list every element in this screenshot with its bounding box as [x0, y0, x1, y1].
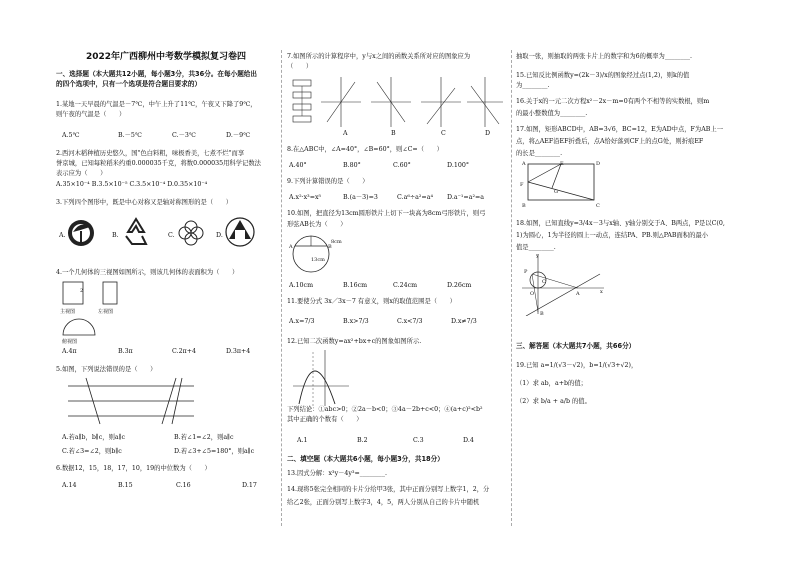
figure-label: 8cm: [331, 239, 342, 245]
question-text: 1)为圆心，1为半径的圆上一动点，连结PA、PB.则△PAB面积的最小: [516, 232, 709, 239]
figure-label: x: [600, 289, 603, 295]
figure-label: A: [576, 291, 580, 297]
option: A.若a∥b，b∥c，则a∥c: [62, 434, 126, 441]
option: B.若∠1=∠2，则a∥c: [174, 434, 234, 441]
option: B.－5℃: [118, 132, 142, 139]
option: C.－3℃: [172, 132, 196, 139]
option: A.14: [62, 482, 77, 489]
question-text: 10.如图，把直径为13cm圆形铁片上切下一块高为8cm弓形铁片，则弓: [287, 210, 486, 217]
figure-label: 主视图: [60, 309, 76, 315]
option: C.若∠3=∠2，则b∥c: [62, 448, 122, 455]
option: D.a⁻¹=a²=a: [447, 194, 485, 201]
question-text: 5.如图，下列说法错误的是（ ）: [56, 366, 157, 373]
three-view-figure: [60, 279, 180, 337]
option: A.5℃: [62, 132, 80, 139]
parabola-figure: [291, 348, 351, 408]
question-text: 13.因式分解：x³y－4y³=________.: [287, 470, 387, 477]
question-text: 18.如图，已知直线y=3/4x－3与x轴、y轴分别交于A、B两点，P是以C(0,: [516, 220, 725, 227]
question-text: 12.已知二次函数y=ax²+bx+c的图象如图所示.: [287, 338, 422, 345]
option: A.4π: [62, 348, 77, 355]
option: B.: [112, 232, 119, 239]
option: A: [343, 130, 348, 137]
option: C.60°: [393, 162, 411, 169]
question-text: 19.已知 a=1/(√3－√2)，b=1/(√3+√2)，: [516, 362, 638, 369]
option: A.x²·x³=x⁵: [289, 194, 322, 201]
question-text: 点，将△AEF沿EF折叠后，点A恰好落到CF上的点G处，则折痕EF: [516, 138, 704, 145]
question-text: 下列结论：①abc>0；②2a－b<0；③4a－2b+c<0；④(a+c)²<b²: [287, 406, 483, 413]
option: C.x<7/3: [397, 318, 423, 325]
column-middle: [287, 50, 505, 526]
question-text: 8.在△ABC中，∠A=40°，∠B=60°，则∠C=（ ）: [287, 146, 443, 153]
option: A.40°: [289, 162, 307, 169]
figure-label: A: [522, 161, 526, 167]
option: D: [485, 130, 491, 137]
option: B.80°: [343, 162, 361, 169]
option: A.10cm: [289, 282, 314, 289]
section-heading: 三、解答题（本大题共7小题，共66分）: [516, 342, 636, 350]
option: D.4: [463, 437, 474, 444]
recycle-icon: [120, 216, 152, 248]
option: C.a⁶÷a²=a⁴: [397, 194, 433, 201]
coordinate-circle-figure: [520, 252, 606, 316]
question-text: 9.下列计算错误的是（ ）: [287, 178, 369, 185]
option: A.1: [297, 437, 308, 444]
question-text: 的长是________.: [516, 150, 563, 157]
column-divider: [511, 50, 512, 526]
option: C.2π+4: [172, 348, 197, 355]
figure-label: B: [328, 244, 332, 250]
question-text: 形弦AB长为（ ）: [287, 221, 347, 228]
parallel-lines-figure: [66, 376, 196, 426]
figure-label: B: [540, 311, 544, 317]
figure-label: y: [536, 253, 539, 259]
option: D.17: [242, 482, 257, 489]
option: B.x>7/3: [343, 318, 369, 325]
question-text: 17.如图，矩形ABCD中，AB=3√6，BC=12，E为AD中点，F为AB上一: [516, 126, 723, 133]
question-text: 7.如图所示的计算程序中，y与x之间的函数关系所对应的图象应为: [287, 53, 471, 60]
flowchart-and-graphs-figure: [291, 72, 505, 132]
circle-segment-figure: [291, 230, 341, 276]
figure-label: A: [289, 244, 293, 250]
option: B.16cm: [343, 282, 368, 289]
page-title: 2022年广西柳州中考数学模拟复习卷四: [86, 52, 247, 62]
section-heading: 二、填空题（本大题共6小题，每小题3分，共18分）: [287, 455, 444, 463]
question-text: （ ）: [287, 63, 313, 70]
option: D.3π+4: [226, 348, 251, 355]
column-right: [516, 50, 742, 526]
option: D.100°: [447, 162, 469, 169]
option: C.: [168, 232, 175, 239]
option: D.－9℃: [226, 132, 251, 139]
option: A.: [59, 232, 66, 239]
question-text: 值是________.: [516, 244, 556, 251]
figure-label: C: [542, 279, 546, 285]
option: C.16: [176, 482, 191, 489]
question-text: 抽取一张，则抽取的两张卡片上的数字和为6的概率为________.: [516, 53, 693, 60]
question-text: 给乙2张，正面分别写上数字3，4，5，两人分别从自己的卡片中随机: [287, 499, 480, 506]
figure-label: 左视图: [98, 309, 114, 315]
figure-label: C: [596, 203, 600, 209]
question-text: 15.已知反比例函数y=(2k－3)/x的图象经过点(1,2)，则k的值: [516, 72, 690, 79]
question-text: 14.现将5张完全相同的卡片分给甲3张，其中正面分别写上数字1，2，分: [287, 486, 490, 493]
question-text: 4.一个几何体的三视图如图所示，则该几何体的表面积为（ ）: [56, 269, 239, 276]
figure-label: 2: [80, 288, 84, 294]
question-text: 2.西河木稻种植历史悠久，国"色白料粗，味极香美，七煮不烂"而享: [56, 150, 245, 157]
question-text: 表示应为（ ）: [56, 170, 107, 177]
question-text: （2）求 b/a + a/b 的值。: [516, 398, 591, 405]
option: D.: [216, 232, 223, 239]
option: B.3π: [118, 348, 133, 355]
column-divider: [281, 50, 282, 526]
figure-label: P: [524, 269, 528, 275]
option: C: [441, 130, 446, 137]
question-text: 6.数据12，15，18，17，10，19的中位数为（ ）: [56, 465, 211, 472]
option-row: A.35×10⁻⁴ B.3.5×10⁻⁵ C.3.5×10⁻⁴ D.0.35×10⁻⁴: [56, 181, 208, 188]
option: B.15: [118, 482, 133, 489]
question-text: 1.某地一天早晨的气温是－7℃，中午上升了11℃，午夜又下降了9℃，: [56, 101, 257, 108]
figure-label: 13cm: [311, 257, 325, 263]
figure-label: D: [596, 161, 601, 167]
question-text: 为________.: [516, 82, 550, 89]
figure-label: F: [520, 182, 524, 188]
option: B.2: [357, 437, 368, 444]
figure-label: O: [530, 291, 535, 297]
figure-label: G: [554, 189, 558, 195]
question-text: 11.要使分式 3x／3x－7 有意义，则x的取值范围是（ ）: [287, 298, 456, 305]
figure-label: 俯视图: [62, 339, 78, 345]
question-text: 的最小整数值为________.: [516, 110, 588, 117]
question-text: （1）求 ab，a+b的值；: [516, 380, 587, 387]
section-heading: 一、选择题（本大题共12小题，每小题3分，共36分。在每小题给出: [56, 70, 257, 78]
option: C.3: [413, 437, 424, 444]
figure-label: B: [522, 203, 526, 209]
option: B.(a－3)=3: [343, 194, 378, 201]
option: A.x=7/3: [289, 318, 315, 325]
option: D.x≠7/3: [451, 318, 477, 325]
figure-label: E: [560, 161, 564, 167]
question-text: 16.关于x的一元二次方程x²－2x－m=0有两个不相等的实数根，则m: [516, 98, 710, 105]
option: D.若∠3+∠5=180°，则a∥c: [174, 448, 255, 455]
column-left: [56, 50, 274, 526]
question-text: 誉京城，已知每粒稻米约重0.000035千克，将数0.000035用科学记数法: [56, 160, 261, 167]
section-heading: 的四个选项中，只有一个选项是符合题目要求的）: [56, 80, 202, 88]
option: B: [391, 130, 396, 137]
question-text: 则午夜的气温是（ ）: [56, 111, 126, 118]
triangle-in-circle-icon: [224, 216, 256, 248]
green-food-logo-icon: [66, 218, 96, 248]
option: D.26cm: [447, 282, 472, 289]
question-text: 3.下列四个图形中，既是中心对称又是轴对称图形的是（ ）: [56, 199, 233, 206]
option: C.24cm: [393, 282, 418, 289]
four-petal-icon: [176, 218, 206, 248]
question-text: 其中正确的个数有（ ）: [287, 416, 363, 423]
